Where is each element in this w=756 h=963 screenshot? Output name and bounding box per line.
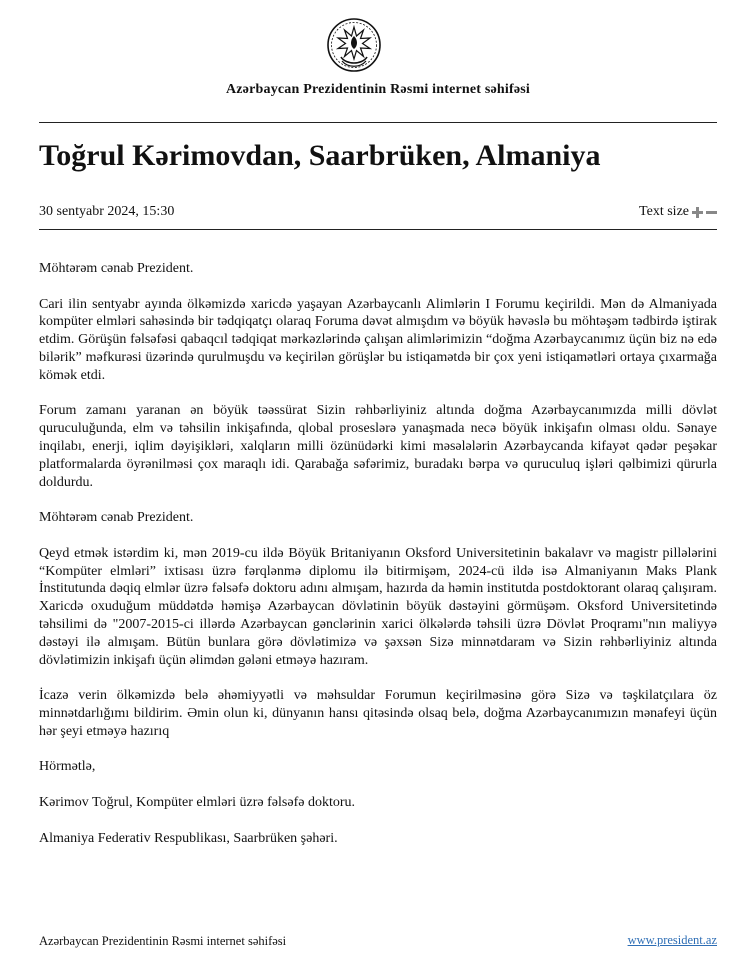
decrease-text-size-button[interactable] xyxy=(706,207,717,218)
closing: Hörmətlə, xyxy=(39,759,96,775)
salutation: Möhtərəm cənab Prezident. xyxy=(39,261,194,276)
increase-text-size-button[interactable] xyxy=(692,207,703,218)
page-title: Toğrul Kərimovdan, Saarbrüken, Almaniya xyxy=(39,139,601,172)
paragraph: Cari ilin sentyabr ayında ölkəmizdə xaricdə yaşayan Azərbaycanlı Alimlərin I Forumu keçirildi. Mən də Almaniyada kompüter elmləri sahəsində bir tədqiqatçı olaraq Foruma dəvət almışdım və böyük həvəslə bu möhtəşəm tədbirdə iştirak etdim. Görüşün fəlsəfəsi qabaqcıl tədqiqat mərkəzlərində çalışan alimlərimizin “doğma Azərbaycanımız üçün biz nə edə bilərik” məfkurəsi üzərində qurulmuşdu və keçirilən görüşlər bu istiqamətdə bir çox yeni istiqamətləri ortaya çıxarmağa kömək etdi. xyxy=(39,296,717,383)
footer-website-link[interactable]: www.president.az xyxy=(627,933,717,947)
meta-divider xyxy=(39,229,717,230)
footer-site-title: Azərbaycan Prezidentinin Rəsmi internet səhifəsi xyxy=(39,934,287,948)
signature-location: Almaniya Federativ Respublikası, Saarbrüken şəhəri. xyxy=(39,830,338,846)
text-size-control xyxy=(639,204,717,220)
state-emblem-icon xyxy=(326,17,382,73)
article-body xyxy=(39,260,717,865)
site-title: Azərbaycan Prezidentinin Rəsmi internet səhifəsi xyxy=(225,82,531,97)
salutation: Möhtərəm cənab Prezident. xyxy=(39,510,194,526)
signature-name: Kərimov Toğrul, Kompüter elmləri üzrə fəlsəfə doktoru. xyxy=(39,794,355,810)
paragraph: İcazə verin ölkəmizdə belə əhəmiyyətli və məhsuldar Forumun keçirilməsinə görə Sizə və təşkilatçılara öz minnətdarlığımı bildirim. Əmin olun ki, dünyanın hansı qitəsində olsaq belə, doğma Azərbaycanımızın mənafeyi üçün hər şeyi etməyə hazırıq xyxy=(39,688,717,739)
paragraph: Forum zamanı yaranan ən böyük təəssürat Sizin rəhbərliyiniz altında doğma Azərbaycanımızda milli dövlət quruculuğunda, elm və təhsilin inkişafında, qlobal proseslərə yanaşmada necə böyük inkişafın olması oldu. Sənaye inqilabı, enerji, iqlim dəyişikləri, xalqların milli özünüdərki kimi məsələlərin Azərbaycanda kifayət qədər peşəkar platformalarda öyrənilməsi çox maraqlı idi. Qarabağa səfərimiz, buradakı bərpa və quruculuq işləri qəlbimizi qürurla doldurdu. xyxy=(39,403,717,490)
article-date: 30 sentyabr 2024, 15:30 xyxy=(39,204,175,219)
minus-icon xyxy=(706,211,717,214)
header-divider xyxy=(39,122,717,123)
paragraph: Qeyd etmək istərdim ki, mən 2019-cu ildə Böyük Britaniyanın Oksford Universitetinin bakalavr və magistr pillələrini “Kompüter elmləri” ixtisası üzrə fərqlənmə diplomu ilə bitirmişəm, 2024-cü ildə isə Almaniyanın Maks Plank İnstitutunda dəqiq elmlər üzrə fəlsəfə doktoru adını almışam, hazırda da həmin institutda postdoktorant olaraq çalışıram. Xaricdə oxuduğum müddətdə həmişə Azərbaycan dövlətinin böyük dəstəyini görmüşəm. Oksford Universitetində təhsilimi də "2007-2015-ci illərdə Azərbaycan gənclərinin xarici ölkələrdə təhsili üzrə Dövlət Proqramı"nın maliyyə dəstəyi ilə almışam. Bütün bunlara görə dövlətimizə və şəxsən Sizə minnətdaram və Sizin rəhbərliyiniz altında dövlətimizin inkişafı üçün əlimdən gələni etməyə hazıram. xyxy=(39,545,717,668)
text-size-label: Text size xyxy=(639,204,689,219)
